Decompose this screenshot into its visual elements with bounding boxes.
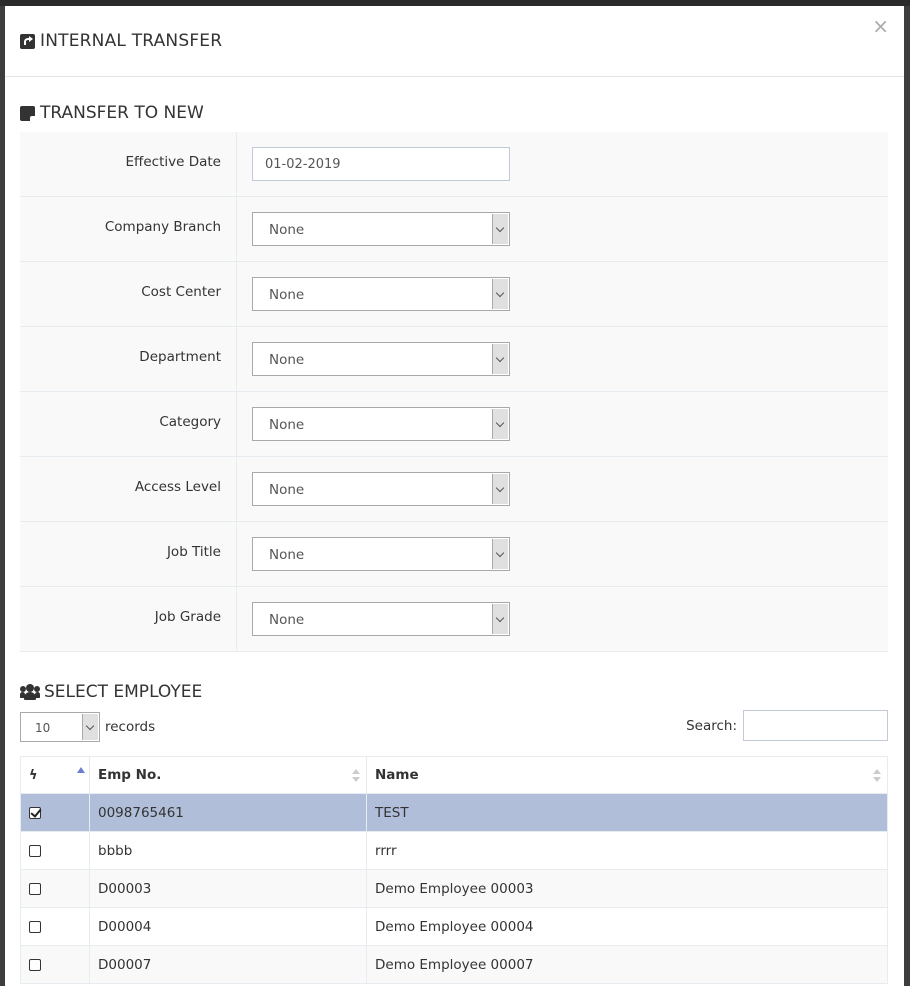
name-cell: Demo Employee 00003 (367, 870, 888, 908)
chevron-down-icon (82, 714, 98, 740)
internal-transfer-modal (5, 6, 904, 986)
chevron-down-icon (492, 539, 508, 569)
department-value: None (269, 352, 305, 368)
sort-asc-icon (77, 767, 85, 773)
form-row-job-grade (20, 587, 888, 652)
select-column-header[interactable] (21, 757, 90, 794)
table-search (686, 710, 888, 741)
effective-date-input[interactable] (252, 147, 510, 181)
job-grade-value: None (269, 612, 305, 628)
category-label: Category (20, 392, 237, 456)
emp-no-cell: D00004 (90, 908, 367, 946)
chevron-down-icon (492, 409, 508, 439)
company-branch-select[interactable] (252, 212, 510, 246)
modal-title (20, 31, 222, 51)
sticky-note-icon (20, 106, 35, 121)
row-checkbox[interactable] (29, 959, 41, 971)
table-row[interactable] (21, 946, 888, 984)
records-label: records (105, 719, 156, 735)
transfer-section-title-text: TRANSFER TO NEW (40, 103, 204, 123)
name-column-header[interactable] (367, 757, 888, 794)
employee-section-title-text: SELECT EMPLOYEE (44, 682, 203, 702)
access-level-select[interactable] (252, 472, 510, 506)
share-icon (20, 34, 35, 49)
form-row-cost-center (20, 262, 888, 327)
access-level-label: Access Level (20, 457, 237, 521)
company-branch-label: Company Branch (20, 197, 237, 261)
row-checkbox-cell (21, 946, 90, 984)
modal-header (5, 6, 904, 77)
row-checkbox-cell (21, 832, 90, 870)
emp-no-cell: 0098765461 (90, 794, 367, 832)
category-select[interactable] (252, 407, 510, 441)
form-row-access-level (20, 457, 888, 522)
table-row[interactable] (21, 832, 888, 870)
table-row[interactable] (21, 794, 888, 832)
form-row-company-branch (20, 197, 888, 262)
sort-icon (873, 769, 881, 783)
chevron-down-icon (492, 604, 508, 634)
chevron-down-icon (492, 474, 508, 504)
table-header-row (21, 757, 888, 794)
records-length-control (20, 712, 155, 742)
row-checkbox-cell (21, 794, 90, 832)
emp-no-cell: bbbb (90, 832, 367, 870)
access-level-value: None (269, 482, 305, 498)
transfer-form (20, 132, 888, 652)
row-checkbox-cell (21, 908, 90, 946)
emp-no-header-label: Emp No. (98, 767, 162, 783)
name-cell: Demo Employee 00007 (367, 946, 888, 984)
modal-title-text: INTERNAL TRANSFER (40, 31, 223, 51)
job-grade-label: Job Grade (20, 587, 237, 651)
records-length-value: 10 (35, 721, 51, 735)
emp-no-cell: D00007 (90, 946, 367, 984)
row-checkbox-cell (21, 870, 90, 908)
form-row-effective-date (20, 132, 888, 197)
emp-no-cell: D00003 (90, 870, 367, 908)
table-row[interactable] (21, 908, 888, 946)
bolt-icon: ϟ (29, 768, 38, 783)
category-value: None (269, 417, 305, 433)
employee-section-title (20, 682, 202, 702)
search-label: Search: (686, 717, 737, 734)
name-header-label: Name (375, 767, 419, 783)
table-row[interactable] (21, 870, 888, 908)
job-title-value: None (269, 547, 305, 563)
job-title-label: Job Title (20, 522, 237, 586)
row-checkbox[interactable] (29, 807, 41, 819)
form-row-job-title (20, 522, 888, 587)
company-branch-value: None (269, 222, 305, 238)
name-cell: Demo Employee 00004 (367, 908, 888, 946)
department-label: Department (20, 327, 237, 391)
cost-center-label: Cost Center (20, 262, 237, 326)
row-checkbox[interactable] (29, 883, 41, 895)
cost-center-select[interactable] (252, 277, 510, 311)
close-button[interactable]: × (872, 14, 889, 38)
chevron-down-icon (492, 214, 508, 244)
chevron-down-icon (492, 344, 508, 374)
row-checkbox[interactable] (29, 921, 41, 933)
form-row-department (20, 327, 888, 392)
job-grade-select[interactable] (252, 602, 510, 636)
row-checkbox[interactable] (29, 845, 41, 857)
effective-date-label: Effective Date (20, 132, 237, 196)
search-input[interactable] (743, 710, 888, 741)
form-row-category (20, 392, 888, 457)
users-icon (20, 684, 40, 700)
sort-icon (352, 769, 360, 783)
department-select[interactable] (252, 342, 510, 376)
employee-table (20, 756, 888, 984)
name-cell: rrrr (367, 832, 888, 870)
transfer-section-title (20, 103, 204, 123)
name-cell: TEST (367, 794, 888, 832)
records-length-select[interactable] (20, 712, 100, 742)
chevron-down-icon (492, 279, 508, 309)
job-title-select[interactable] (252, 537, 510, 571)
cost-center-value: None (269, 287, 305, 303)
emp-no-column-header[interactable] (90, 757, 367, 794)
